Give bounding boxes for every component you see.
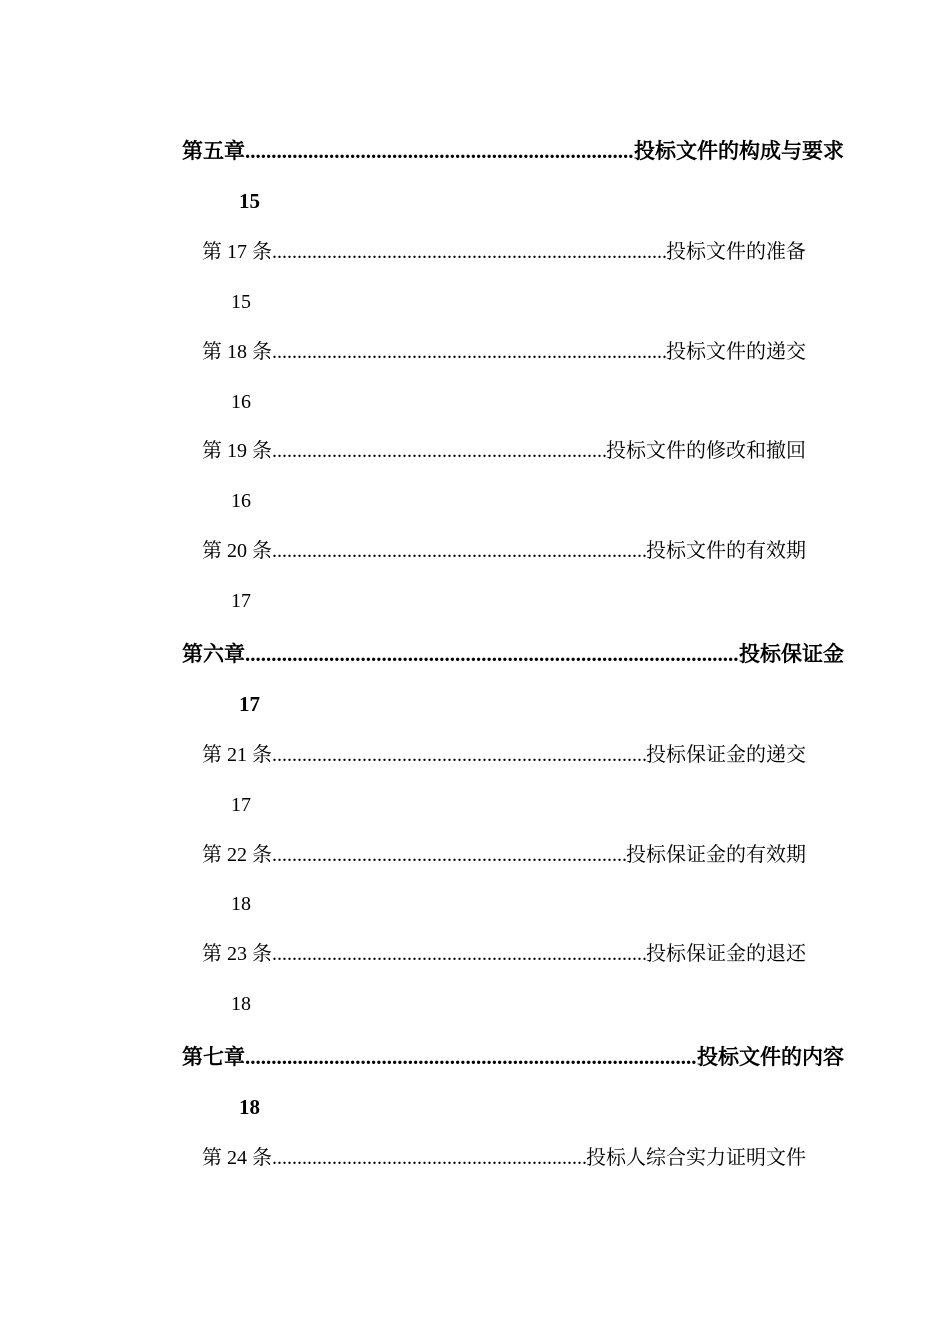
toc-article-entry bbox=[202, 941, 806, 967]
dot-leader bbox=[272, 941, 646, 967]
toc-entry-label: 第七章 bbox=[182, 1045, 245, 1069]
toc-article-entry bbox=[202, 842, 806, 868]
toc-page-number: 17 bbox=[239, 692, 260, 716]
toc-page-number: 16 bbox=[231, 490, 251, 512]
toc-entry-label: 第 22 条 bbox=[202, 844, 272, 866]
toc-entry-title: 投标文件的构成与要求 bbox=[634, 139, 844, 163]
dot-leader bbox=[245, 641, 739, 667]
toc-page-number: 17 bbox=[231, 794, 251, 816]
toc-entry-title: 投标文件的递交 bbox=[666, 341, 806, 363]
toc-entry-title: 投标文件的内容 bbox=[697, 1045, 844, 1069]
toc-entry-title: 投标保证金的有效期 bbox=[626, 844, 806, 866]
dot-leader bbox=[272, 842, 626, 868]
toc-entry-title: 投标人综合实力证明文件 bbox=[586, 1147, 806, 1169]
toc-entry-label: 第五章 bbox=[182, 139, 245, 163]
dot-leader bbox=[272, 239, 666, 265]
toc-entry-label: 第 18 条 bbox=[202, 341, 272, 363]
toc-entry-label: 第六章 bbox=[182, 642, 245, 666]
toc-page-number: 18 bbox=[231, 993, 251, 1015]
toc-entry-title: 投标保证金 bbox=[739, 642, 844, 666]
toc-page-number: 16 bbox=[231, 391, 251, 413]
toc-chapter-entry bbox=[182, 138, 844, 164]
toc-article-entry bbox=[202, 538, 806, 564]
toc-entry-title: 投标文件的准备 bbox=[666, 241, 806, 263]
toc-entry-label: 第 23 条 bbox=[202, 943, 272, 965]
toc-entry-label: 第 17 条 bbox=[202, 241, 272, 263]
dot-leader bbox=[272, 339, 666, 365]
toc-page-number: 18 bbox=[239, 1095, 260, 1119]
dot-leader bbox=[272, 742, 646, 768]
toc-page-number: 17 bbox=[231, 590, 251, 612]
toc-entry-label: 第 21 条 bbox=[202, 744, 272, 766]
toc-article-entry bbox=[202, 438, 806, 464]
toc-entry-label: 第 24 条 bbox=[202, 1147, 272, 1169]
toc-chapter-entry bbox=[182, 1044, 844, 1070]
dot-leader bbox=[272, 438, 606, 464]
dot-leader bbox=[245, 138, 634, 164]
toc-page-number: 18 bbox=[231, 893, 251, 915]
toc-article-entry bbox=[202, 742, 806, 768]
toc-entry-title: 投标文件的有效期 bbox=[646, 540, 806, 562]
dot-leader bbox=[272, 1145, 586, 1171]
toc-article-entry bbox=[202, 339, 806, 365]
dot-leader bbox=[272, 538, 646, 564]
toc-article-entry bbox=[202, 239, 806, 265]
dot-leader bbox=[245, 1044, 697, 1070]
toc-entry-title: 投标保证金的递交 bbox=[646, 744, 806, 766]
toc-page-number: 15 bbox=[239, 189, 260, 213]
toc-entry-label: 第 19 条 bbox=[202, 440, 272, 462]
toc-chapter-entry bbox=[182, 641, 844, 667]
toc-entry-title: 投标文件的修改和撤回 bbox=[606, 440, 806, 462]
toc-entry-title: 投标保证金的退还 bbox=[646, 943, 806, 965]
toc-entry-label: 第 20 条 bbox=[202, 540, 272, 562]
toc-article-entry bbox=[202, 1145, 806, 1171]
toc-page-number: 15 bbox=[231, 291, 251, 313]
